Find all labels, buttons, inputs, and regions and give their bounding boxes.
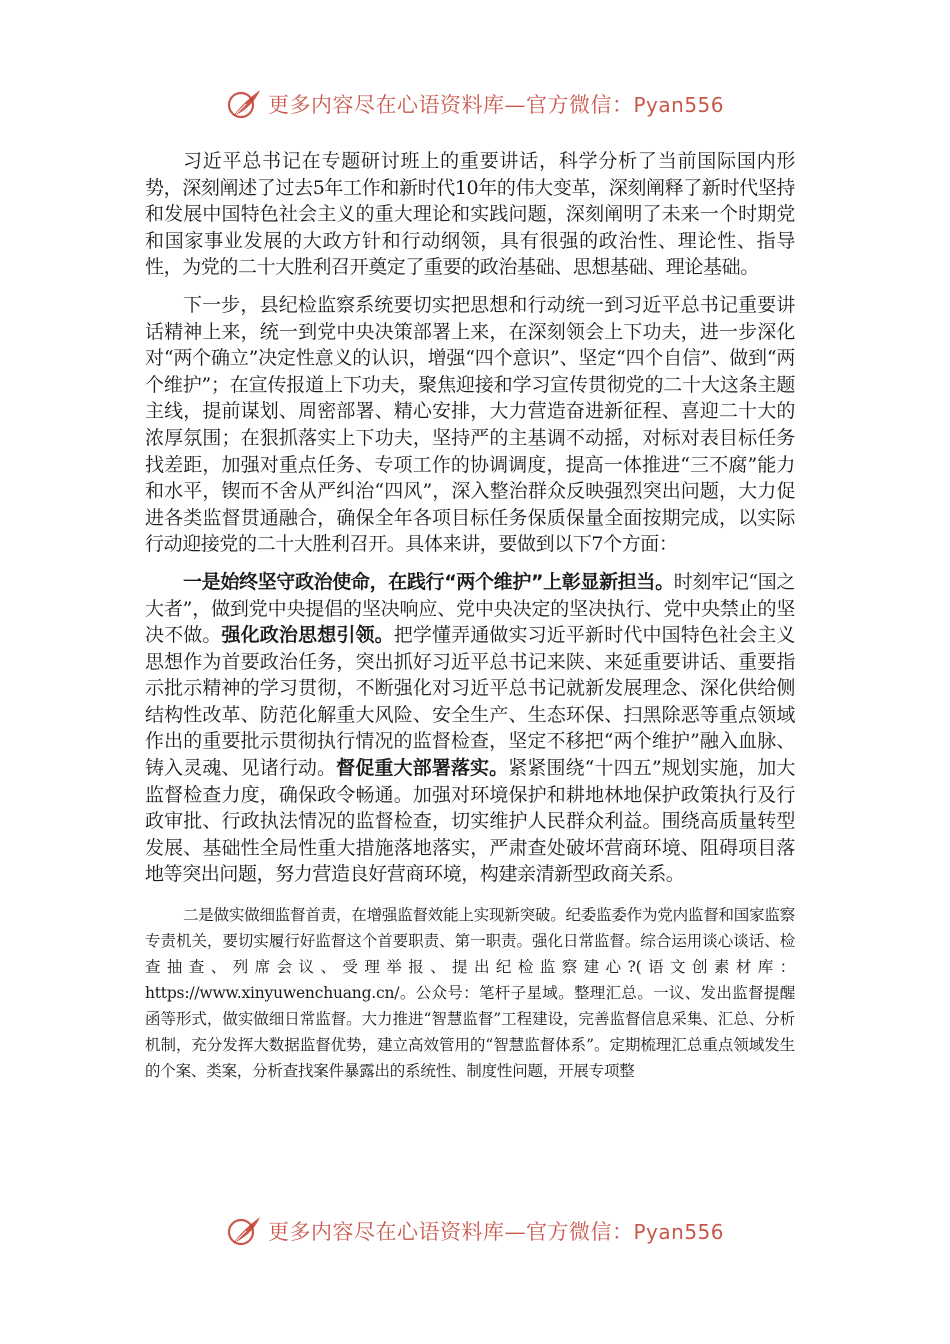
paragraph-3-text-a: 时刻牢记“国之大者”，做到党中央提倡的坚决响应、党中央决定的坚决执行、党中央禁止的坚决不做。 [145, 570, 795, 647]
paragraph-4: 二是做实做细监督首责，在增强监督效能上实现新突破。纪委监委作为党内监督和国家监察专责机关，要切实履行好监督这个首要职责、第一职责。强化日常监督。综合运用谈心谈话、检查抽查、列席会议、受理举报、提出纪检监察建心?(语文创素材库：https://www.xinyuwenchuang.cn/。公众号：笔杆子星域。整理汇总。一议、发出监督提醒函等形式，做实做细日常监督。大力推进“智慧监督”工程建设，完善监督信息采集、汇总、分析机制，充分发挥大数据监督优势，建立高效管用的“智慧监督体系”。定期梳理汇总重点领域发生的个案、类案，分析查找案件暴露出的系统性、制度性问题，开展专项整 [145, 906, 796, 1081]
paragraph-3-text-c: 紧紧围绕“十四五”规划实施，加大监督检查力度，确保政令畅通。加强对环境保护和耕地林地保护政策执行及行政审批、行政执法情况的监督检查，切实维护人民群众利益。围绕高质量转型发展、基础性全局性重大措施落地落实，严肃查处破坏营商环境、阻碍项目落地等突出问题，努力营造良好营商环境，构建亲清新型政商关系。 [145, 757, 795, 886]
quill-logo-icon [226, 1214, 264, 1248]
quill-logo-icon [226, 87, 264, 121]
article-body [145, 148, 795, 1084]
paragraph-1: 习近平总书记在专题研讨班上的重要讲话，科学分析了当前国际国内形势，深刻阐述了过去5年工作和新时代10年的伟大变革，深刻阐释了新时代坚持和发展中国特色社会主义的重大理论和实践问题，深刻阐明了未来一个时期党和国家事业发展的大政方针和行动纲领，具有很强的政治性、理论性、指导性，为党的二十大胜利召开奠定了重要的政治基础、思想基础、理论基础。 [145, 150, 795, 279]
paragraph-3-text-b: 把学懂弄通做实习近平新时代中国特色社会主义思想作为首要政治任务，突出抓好习近平总书记来陕、来延重要讲话、重要指示批示精神的学习贯彻，不断强化对习近平总书记就新发展理念、深化供给侧结构性改革、防范化解重大风险、安全生产、生态环保、扫黑除恶等重点领域作出的重要批示贯彻执行情况的监督检查，坚定不移把“两个维护”融入血脉、铸入灵魂、见诸行动。 [145, 624, 795, 780]
paragraph-2: 下一步，县纪检监察系统要切实把思想和行动统一到习近平总书记重要讲话精神上来，统一到党中央决策部署上来，在深刻领会上下功夫，进一步深化对“两个确立”决定性意义的认识，增强“四个意识”、坚定“四个自信”、做到“两个维护”；在宣传报道上下功夫，聚焦迎接和学习宣传贯彻党的二十大这条主题主线，提前谋划、周密部署、精心安排，大力营造奋进新征程、喜迎二十大的浓厚氛围；在狠抓落实上下功夫，坚持严的主基调不动摇，对标对表目标任务找差距，加强对重点任务、专项工作的协调调度，提高一体推进“三不腐”能力和水平，锲而不舍从严纠治“四风”，深入整治群众反映强烈突出问题，大力促进各类监督贯通融合，确保全年各项目标任务保质保量全面按期完成，以实际行动迎接党的二十大胜利召开。具体来讲，要做到以下7个方面： [145, 293, 795, 556]
banner-label: 更多内容尽在心语资料库—官方微信： [267, 93, 634, 117]
banner-wechat-id: Pyan556 [633, 1220, 724, 1244]
banner-label: 更多内容尽在心语资料库—官方微信： [267, 1220, 634, 1244]
paragraph-3-subheading-1: 强化政治思想引领。 [221, 624, 394, 647]
footer-watermark-banner [0, 1211, 950, 1251]
banner-wechat-id: Pyan556 [633, 93, 724, 117]
header-watermark-banner [0, 84, 950, 124]
paragraph-3-subheading-2: 督促重大部署落实。 [336, 757, 509, 780]
banner-text [268, 1216, 724, 1246]
banner-text [268, 89, 724, 119]
paragraph-3-heading: 一是始终坚守政治使命，在践行“两个维护”上彰显新担当。 [183, 570, 674, 593]
paragraph-3 [145, 569, 795, 888]
